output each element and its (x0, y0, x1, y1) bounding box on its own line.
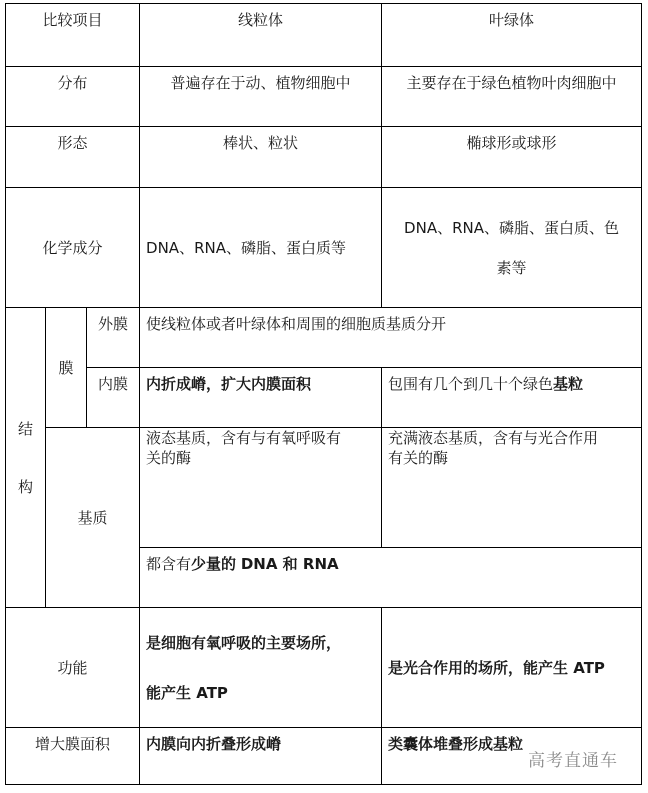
row-shape (6, 127, 642, 188)
distribution-label: 分布 (6, 67, 140, 127)
function-mito (140, 608, 382, 728)
row-inner-membrane (6, 368, 642, 428)
membrane-area-mito: 内膜向内折叠形成嵴 (140, 728, 382, 785)
structure-label (6, 308, 46, 608)
matrix-mito-line1: 液态基质，含有与有氧呼吸有 (146, 429, 342, 447)
distribution-chloro: 主要存在于绿色植物叶肉细胞中 (382, 67, 642, 127)
function-chloro: 是光合作用的场所，能产生 ATP (382, 608, 642, 728)
header-item: 比较项目 (6, 4, 140, 67)
row-outer-membrane (6, 308, 642, 368)
structure-label-char1: 结 (17, 419, 33, 438)
chemistry-chloro (382, 188, 642, 308)
matrix-shared-bold2: DNA 和 RNA (240, 555, 339, 573)
row-chemistry (6, 188, 642, 308)
chemistry-label: 化学成分 (6, 188, 140, 308)
row-matrix (6, 428, 642, 548)
chemistry-chloro-line2: 素等 (496, 258, 527, 277)
outer-membrane-label: 外膜 (87, 308, 140, 368)
membrane-area-label: 增大膜面积 (6, 728, 140, 785)
membrane-label: 膜 (46, 308, 87, 428)
chemistry-mito: DNA、RNA、磷脂、蛋白质等 (140, 188, 382, 308)
header-mitochondria: 线粒体 (140, 4, 382, 67)
distribution-mito: 普遍存在于动、植物细胞中 (140, 67, 382, 127)
matrix-chloro-line2: 有关的酶 (388, 449, 449, 467)
inner-membrane-mito: 内折成嵴，扩大内膜面积 (140, 368, 382, 428)
watermark: 高考直通车 (528, 751, 618, 771)
inner-membrane-label: 内膜 (87, 368, 140, 428)
function-mito-line1: 是细胞有氧呼吸的主要场所， (146, 633, 342, 652)
membrane-area-chloro: 类囊体堆叠形成基粒 (382, 728, 642, 785)
chemistry-chloro-line1: DNA、RNA、磷脂、蛋白质、色 (404, 218, 619, 237)
matrix-shared-prefix: 都含有 (146, 555, 192, 573)
shape-mito: 棒状、粒状 (140, 127, 382, 188)
shape-chloro: 椭球形或球形 (382, 127, 642, 188)
function-label: 功能 (6, 608, 140, 728)
matrix-chloro (382, 428, 642, 548)
comparison-table (5, 3, 642, 785)
structure-label-char2: 构 (17, 477, 33, 496)
header-row (6, 4, 642, 67)
header-chloroplast: 叶绿体 (382, 4, 642, 67)
matrix-shared-bold1: 少量的 (191, 555, 237, 573)
inner-membrane-chloro (382, 368, 642, 428)
inner-membrane-chloro-bold: 基粒 (553, 375, 584, 393)
outer-membrane-text: 使线粒体或者叶绿体和周围的细胞质基质分开 (140, 308, 642, 368)
matrix-chloro-line1: 充满液态基质，含有与光合作用 (388, 429, 599, 447)
function-mito-line2: 能产生 ATP (146, 683, 228, 702)
matrix-shared (140, 548, 642, 608)
shape-label: 形态 (6, 127, 140, 188)
row-function (6, 608, 642, 728)
matrix-mito-line2: 关的酶 (146, 449, 192, 467)
matrix-mito (140, 428, 382, 548)
row-distribution (6, 67, 642, 127)
inner-membrane-chloro-text: 包围有几个到几十个绿色 (388, 375, 554, 393)
matrix-label: 基质 (46, 428, 140, 608)
